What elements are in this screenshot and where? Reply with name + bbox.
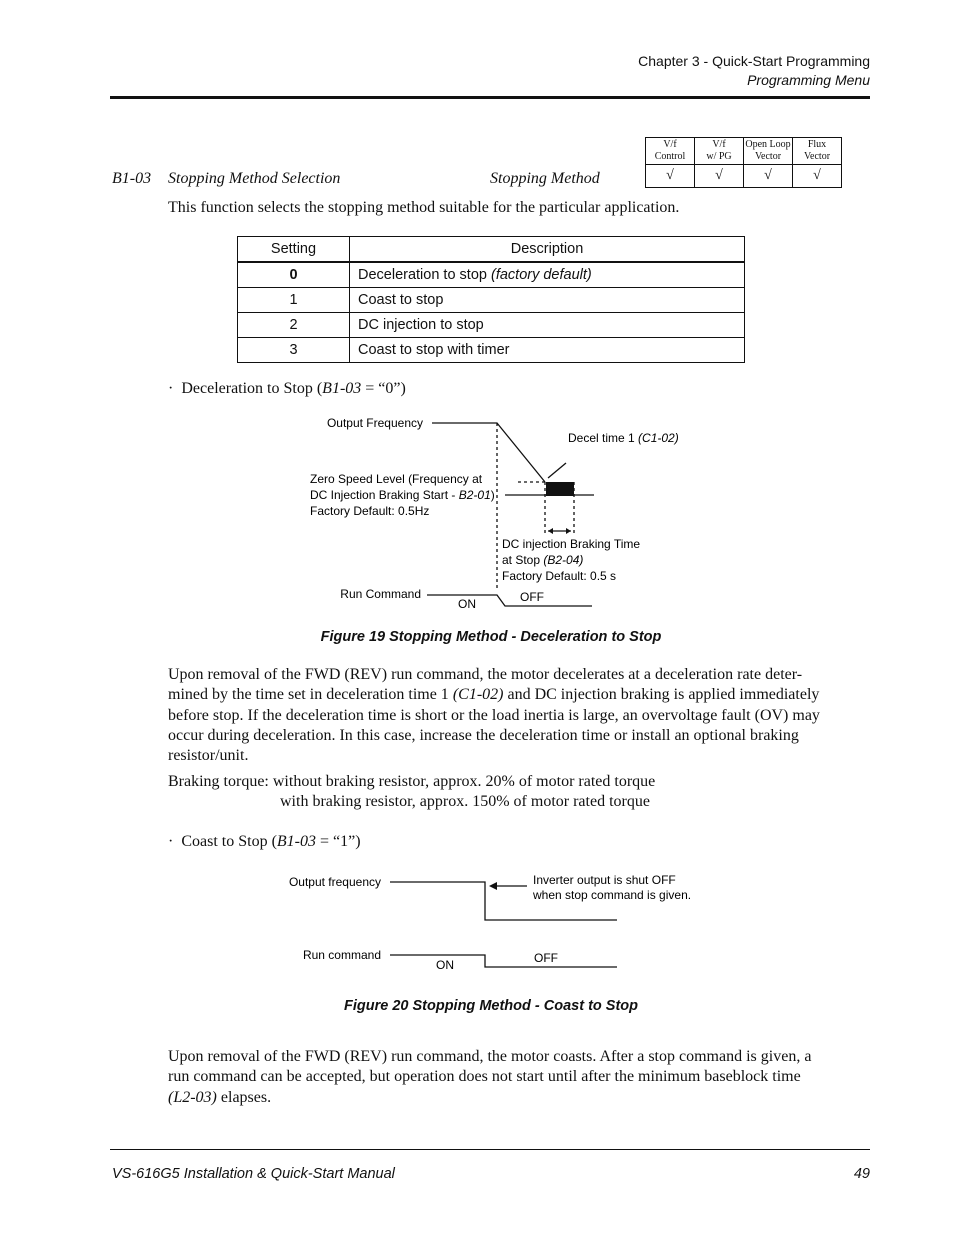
setting-value: 3: [238, 338, 350, 363]
mode-flux-vector: Flux Vector: [793, 138, 842, 165]
column-header-setting: Setting: [238, 237, 350, 263]
label-shutoff-2: when stop command is given.: [533, 888, 692, 902]
figure-20-timing-diagram: [280, 865, 700, 980]
label-dc-braking-3: Factory Default: 0.5 s: [502, 569, 617, 583]
mode-open-loop-vector: Open Loop Vector: [744, 138, 793, 165]
label-output-frequency: Output frequency: [288, 875, 381, 889]
label-output-frequency: Output Frequency: [326, 416, 423, 430]
setting-value: 2: [238, 313, 350, 338]
setting-value: 0: [238, 262, 350, 288]
control-modes-header-row: [646, 138, 842, 165]
label-zero-speed-3: Factory Default: 0.5Hz: [310, 504, 430, 518]
table-row: [238, 338, 745, 363]
setting-value: 1: [238, 288, 350, 313]
figure-19-timing-diagram: [300, 405, 700, 615]
label-shutoff-1: Inverter output is shut OFF: [533, 873, 676, 887]
control-modes-check-row: [646, 165, 842, 188]
footer-manual-title: VS-616G5 Installation & Quick-Start Manual: [112, 1166, 395, 1182]
label-zero-speed-1: Zero Speed Level (Frequency at: [310, 472, 483, 486]
run-command-line: [427, 595, 592, 606]
coast-paragraph: Upon removal of the FWD (REV) run command, the motor coasts. After a stop command is given, a run command can be accepted, but operation does not start until after the minimum baseblock time (L2-03) elapses.: [168, 1048, 812, 1106]
mode-vf-pg: V/f w/ PG: [695, 138, 744, 165]
label-zero-speed-2: DC Injection Braking Start - B2-01): [310, 488, 495, 502]
table-row: [238, 288, 745, 313]
setting-description: Coast to stop: [350, 288, 745, 313]
label-off: OFF: [534, 951, 558, 965]
check-mark: √: [744, 165, 793, 188]
run-command-line: [390, 955, 617, 967]
header-rule: [110, 96, 870, 99]
section-title: Programming Menu: [747, 72, 870, 88]
footer-rule: [110, 1149, 870, 1150]
figure-19-caption: Figure 19 Stopping Method - Deceleration to Stop: [320, 629, 662, 645]
parameter-name: Stopping Method Selection: [168, 170, 341, 187]
page-number: 49: [853, 1166, 870, 1182]
parameter-code: B1-03: [112, 170, 152, 187]
label-dc-braking-2: at Stop (B2-04): [502, 553, 584, 567]
figure-20-caption: Figure 20 Stopping Method - Coast to Stop: [343, 998, 638, 1014]
bullet-deceleration-to-stop: · Deceleration to Stop (B1-03 = “0”): [168, 380, 406, 397]
arrow-right-icon: [566, 528, 571, 534]
check-mark: √: [793, 165, 842, 188]
label-run-command: Run command: [302, 948, 381, 962]
check-mark: √: [695, 165, 744, 188]
label-run-command: Run Command: [340, 587, 421, 601]
label-dc-braking-1: DC injection Braking Time: [502, 537, 641, 551]
deceleration-paragraph: Upon removal of the FWD (REV) run command, the motor decelerates at a deceleration rate deter- mined by the time set in deceleration time 1 (C1-02) and DC injection braking is applied immediately before stop. If the deceleration time is short or the load inertia is large, an overvoltage fault (OV) may occur during deceleration. In this case, increase the deceleration time or install an optional braking resistor/unit.: [168, 666, 820, 765]
settings-table: [237, 236, 745, 363]
braking-torque-line-2: with braking resistor, approx. 150% of motor rated torque: [280, 793, 650, 810]
label-off: OFF: [520, 590, 544, 604]
setting-description: Coast to stop with timer: [350, 338, 745, 363]
parameter-display-name: Stopping Method: [490, 170, 600, 187]
intro-paragraph: This function selects the stopping method suitable for the particular application.: [168, 199, 680, 216]
label-on: ON: [458, 597, 476, 611]
check-mark: √: [646, 165, 695, 188]
control-modes-table: [645, 137, 842, 188]
bullet-coast-to-stop: · Coast to Stop (B1-03 = “1”): [168, 833, 361, 850]
decel-leader-line: [548, 463, 566, 478]
chapter-title: Chapter 3 - Quick-Start Programming: [638, 53, 870, 69]
setting-description: DC injection to stop: [350, 313, 745, 338]
mode-vf-control: V/f Control: [646, 138, 695, 165]
table-row: [238, 313, 745, 338]
factory-default-note: (factory default): [491, 267, 592, 283]
column-header-description: Description: [350, 237, 745, 263]
label-decel-time: Decel time 1 (C1-02): [568, 431, 679, 445]
setting-description: Deceleration to stop (factory default): [350, 262, 745, 288]
label-on: ON: [436, 958, 454, 972]
table-row: [238, 262, 745, 288]
dc-braking-block: [546, 482, 574, 496]
braking-torque-line-1: Braking torque: without braking resistor, approx. 20% of motor rated torque: [168, 773, 656, 790]
settings-header-row: [238, 237, 745, 263]
arrow-left-icon: [548, 528, 553, 534]
arrow-left-icon: [489, 882, 497, 890]
